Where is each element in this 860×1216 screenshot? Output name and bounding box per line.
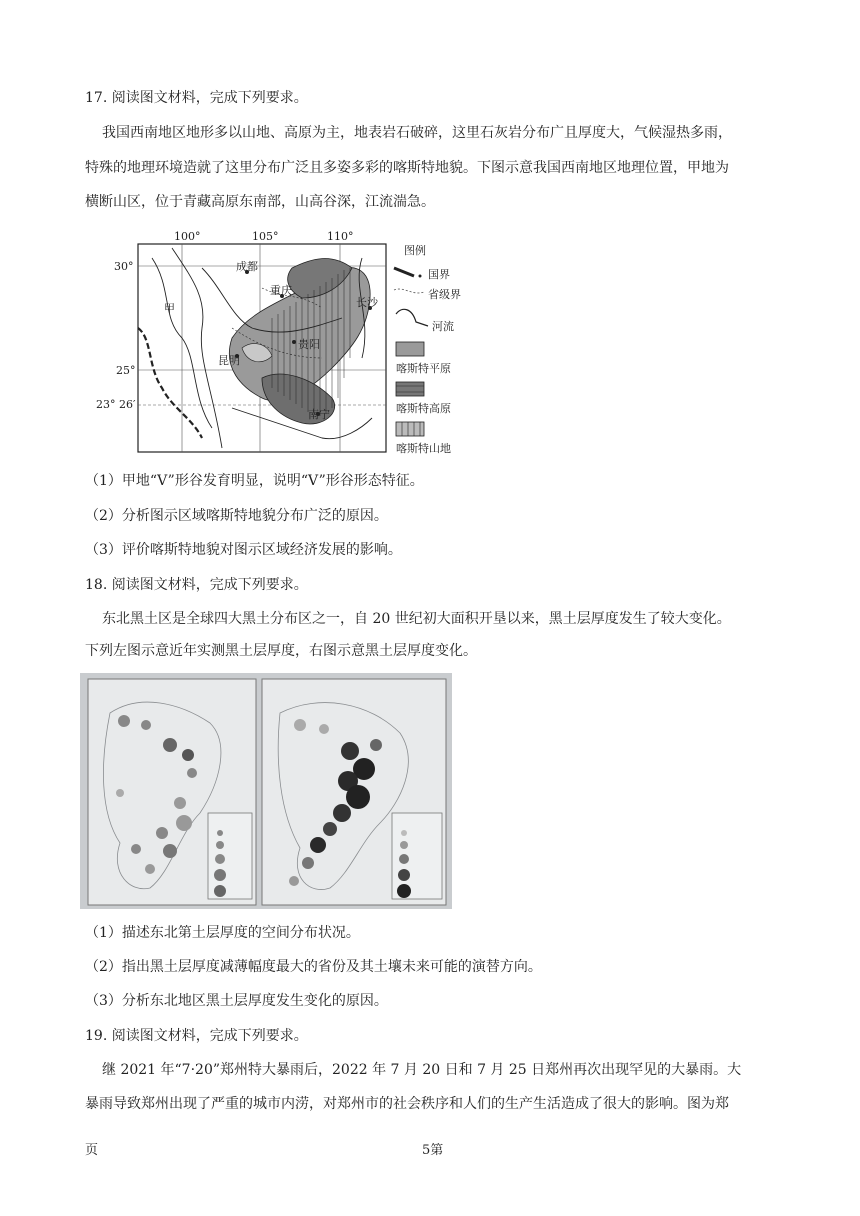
legend-title: 图例 xyxy=(404,244,426,257)
map-lon-label: 105° xyxy=(252,230,279,243)
map-lat-label: 23° 26′ xyxy=(96,398,136,411)
q19-title: 19. 阅读图文材料，完成下列要求。 xyxy=(85,1028,308,1044)
q17-para-line: 我国西南地区地形多以山地、高原为主，地表岩石破碎，这里石灰岩分布广且厚度大，气候湿热多雨， xyxy=(102,125,732,141)
place-label: 昆明 xyxy=(218,354,240,367)
footer-left: 页 xyxy=(85,1143,99,1158)
legend-label: 喀斯特高原 xyxy=(396,402,451,415)
q18-question: （2）指出黑土层厚度减薄幅度最大的省份及其土壤未来可能的演替方向。 xyxy=(85,959,542,975)
place-label: 成都 xyxy=(236,260,258,273)
legend-label: 河流 xyxy=(432,320,454,333)
southwest-china-karst-map xyxy=(96,228,492,458)
map-lat-label: 30° xyxy=(114,260,134,273)
q17-question: （1）甲地“V”形谷发育明显，说明“V”形谷形态特征。 xyxy=(85,473,424,489)
legend-label: 喀斯特平原 xyxy=(396,362,451,375)
legend-label: 国界 xyxy=(428,268,450,281)
q17-question: （2）分析图示区域喀斯特地貌分布广泛的原因。 xyxy=(85,508,388,524)
q18-para-line: 东北黑土区是全球四大黑土分布区之一，自 20 世纪初大面积开垦以来，黑土层厚度发生了较大变化。 xyxy=(102,611,731,627)
q18-title: 18. 阅读图文材料，完成下列要求。 xyxy=(85,577,308,593)
map-lat-label: 25° xyxy=(116,364,136,377)
q18-question: （3）分析东北地区黑土层厚度发生变化的原因。 xyxy=(85,993,388,1009)
map-lon-label: 110° xyxy=(327,230,354,243)
legend-label: 喀斯特山地 xyxy=(396,442,451,455)
q17-para-line: 横断山区，位于青藏高原东南部，山高谷深，江流湍急。 xyxy=(85,194,435,210)
q19-para-line: 暴雨导致郑州出现了严重的城市内涝，对郑州市的社会秩序和人们的生产生活造成了很大的影响。图为郑 xyxy=(85,1096,729,1112)
map-legend xyxy=(394,243,461,455)
q17-question: （3）评价喀斯特地貌对图示区域经济发展的影响。 xyxy=(85,542,402,558)
place-label: 贵阳 xyxy=(298,338,320,351)
map-lon-label: 100° xyxy=(174,230,201,243)
place-label: 重庆 xyxy=(270,284,292,297)
black-soil-thickness-maps xyxy=(80,673,452,909)
q18-question: （1）描述东北第土层厚度的空间分布状况。 xyxy=(85,925,360,941)
footer-page-number: 5第 xyxy=(422,1143,444,1158)
q17-title: 17. 阅读图文材料，完成下列要求。 xyxy=(85,90,308,106)
place-label: 甲 xyxy=(164,302,175,315)
q17-para-line: 特殊的地理环境造就了这里分布广泛且多姿多彩的喀斯特地貌。下图示意我国西南地区地理位置，甲地为 xyxy=(85,160,729,176)
q19-para-line: 继 2021 年“7·20”郑州特大暴雨后，2022 年 7 月 20 日和 7 月 25 日郑州再次出现罕见的大暴雨。大 xyxy=(102,1062,742,1078)
place-label: 南宁 xyxy=(308,408,330,421)
q18-para-line: 下列左图示意近年实测黑土层厚度，右图示意黑土层厚度变化。 xyxy=(85,643,477,659)
legend-label: 省级界 xyxy=(428,288,461,301)
place-label: 长沙 xyxy=(356,296,378,309)
